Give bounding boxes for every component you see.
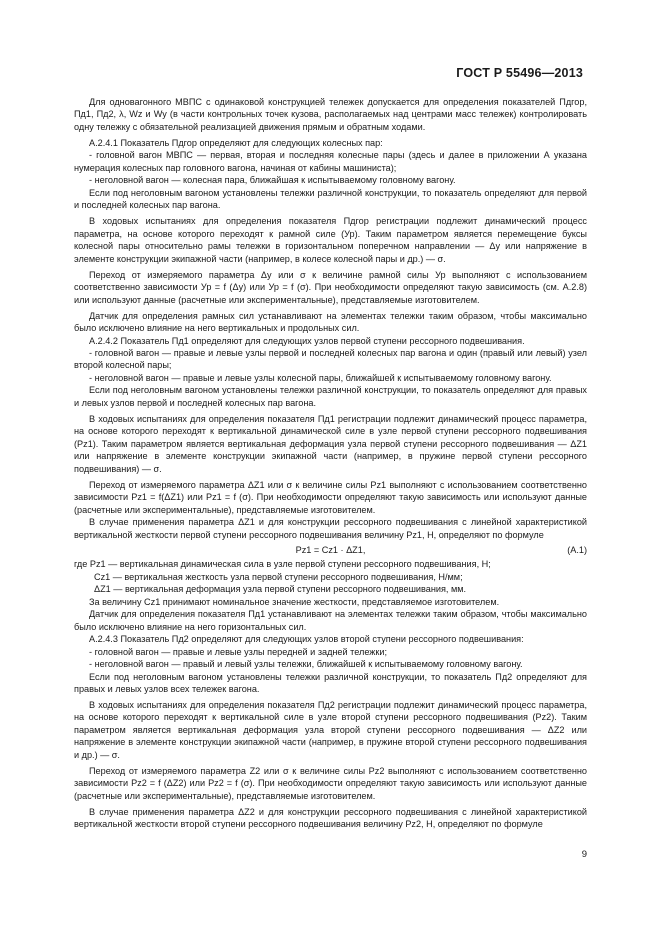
legend-row: где Рz1 — вертикальная динамическая сила в узле первой ступени рессорного подвешивания, Н; [74,559,491,570]
paragraph: Датчик для определения показателя Пд1 устанавливают на элементах тележки таким образом, чтобы максимально было исключено влияние на него горизонтальных сил. [74,609,587,632]
paragraph: Если под неголовным вагоном установлены тележки различной конструкции, то показатель Пд2 определяют для правых и левых узлов всех тележек вагона. [74,671,587,694]
paragraph: Переход от измеряемого параметра Δу или σ к величине рамной силы Ур выполняют с использованием соответственно зависимости Ур = f (Δу) или Ур = f (σ). При необходимости определяют такую зависимость (см. А.2.8) или используют данные (расчетные или экспериментальные), представляемые изготовителем. [74,269,587,305]
formula-a1 [74,544,587,556]
list-item: - неголовной вагон — колесная пара, ближайшая к испытываемому головному вагону. [89,175,456,186]
formula-legend [74,558,587,595]
paragraph: В ходовых испытаниях для определения показателя Пд2 регистрации подлежит динамический процесс параметра, на основе которого переходят к вертикальной силе в узле второй ступени рессорного подвешивания (Рz2). Таким параметром является вертикальная деформация узла второй ступени рессорного подвешивания — ΔZ2 или напряжение в элементе конструкции экипажной части (например, в пружине второй ступени рессорного подвешивания и др.) — σ. [74,700,587,760]
paragraph: В случае применения параметра ΔZ1 и для конструкции рессорного подвешивания с линейной характеристикой вертикальной жесткости первой ступени рессорного подвешивания величину Рz1, Н, определяют по формуле [74,517,587,540]
paragraph: Если под неголовным вагоном установлены тележки различной конструкции, то показатель определяют для правых и левых узлов первой и последней колесных пар вагона. [74,385,587,408]
paragraph: А.2.4.1 Показатель Пдгор определяют для следующих колесных пар: [89,137,383,148]
list-item: - головной вагон МВПС — первая, вторая и последняя колесные пары (здесь и далее в приложении А указана нумерация колесных пар головного вагона, начиная от кабины машиниста); [74,150,587,173]
legend-row: ΔZ1 — вертикальная деформация узла первой ступени рессорного подвешивания, мм. [94,584,467,595]
paragraph: А.2.4.3 Показатель Пд2 определяют для следующих узлов второй ступени рессорного подвешивания: [89,634,524,645]
list-item: - головной вагон — правые и левые узлы первой и последней колесных пар вагона и один (правый или левый) узел второй колесной пары; [74,347,587,371]
paragraph: В ходовых испытаниях для определения показателя Пдгор регистрации подлежит динамический процесс параметра, на основе которого переходят к рамной силе (Ур). Таким параметром является перемещение буксы колесной пары относительно рамы тележки в горизонтальном поперечном направлении — Δу или напряжение в элементе конструкции экипажной части (например, в колесе колесной пары и др.) — σ. [74,216,587,264]
list-item: - неголовной вагон — правые и левые узлы колесной пары, ближайшей к испытываемому головному вагону. [89,372,552,383]
formula-expression: Рz1 = Сz1 · ΔZ1, [295,544,366,555]
paragraph: Датчик для определения рамных сил устанавливают на элементах тележки таким образом, чтобы максимально было исключено влияние на него вертикальных и продольных сил. [74,310,587,334]
paragraph: Для одновагонного МВПС с одинаковой конструкцией тележек допускается для определения показателей Пдгор, Пд1, Пд2, λ, Wz и Wy (в части контрольных точек кузова, располагаемых над центрами масс тележек) контролировать одну тележку с обязательной реализацией движения прямым и обратным ходами. [74,97,587,132]
paragraph: За величину Сz1 принимают номинальное значение жесткости, представляемое изготовителем. [89,596,500,607]
legend-row: Сz1 — вертикальная жесткость узла первой ступени рессорного подвешивания, Н/мм; [94,571,463,582]
paragraph: Переход от измеряемого параметра ΔZ1 или σ к величине силы Рz1 выполняют с использованием соответственно зависимости Рz1 = f(ΔZ1) или Рz1 = f (σ). При необходимости определяют такую зависимость или используют данные (расчетные или экспериментальные), представляемые изготовителем. [74,479,587,515]
page-number: 9 [581,849,587,860]
paragraph: Переход от измеряемого параметра Z2 или σ к величине силы Рz2 выполняют с использованием соответственно зависимости Рz2 = f (ΔZ2) или Рz2 = f (σ). При необходимости определяют такую зависимость или используют данные (расчетные или экспериментальные), представляемые изготовителем. [74,765,587,801]
list-item: - головной вагон — правые и левые узлы передней и задней тележки; [89,646,388,657]
document-header: ГОСТ Р 55496—2013 [456,66,583,80]
paragraph: Если под неголовным вагоном установлены тележки различной конструкции, то показатель определяют для первой и последней колесных пар вагона. [74,187,587,211]
formula-number: (А.1) [567,544,587,555]
paragraph: В ходовых испытаниях для определения показателя Пд1 регистрации подлежит динамический процесс параметра, на основе которого переходят к вертикальной динамической силе в узле первой ступени рессорного подвешивания (Рz1). Таким параметром является вертикальная деформация узла первой ступени рессорного подвешивания — ΔZ1 или напряжение в элементе конструкции экипажной части (например, в пружине первой ступени рессорного подвешивания) — σ. [74,413,587,474]
paragraph: А.2.4.2 Показатель Пд1 определяют для следующих узлов первой ступени рессорного подвешивания. [89,335,525,346]
list-item: - неголовной вагон — правый и левый узлы тележки, ближайшей к испытываемому головному вагону. [89,659,523,670]
document-body [74,96,587,831]
paragraph: В случае применения параметра ΔZ2 и для конструкции рессорного подвешивания с линейной характеристикой вертикальной жесткости второй ступени рессорного подвешивания величину Рz2, Н, определяют по формуле [74,806,587,830]
